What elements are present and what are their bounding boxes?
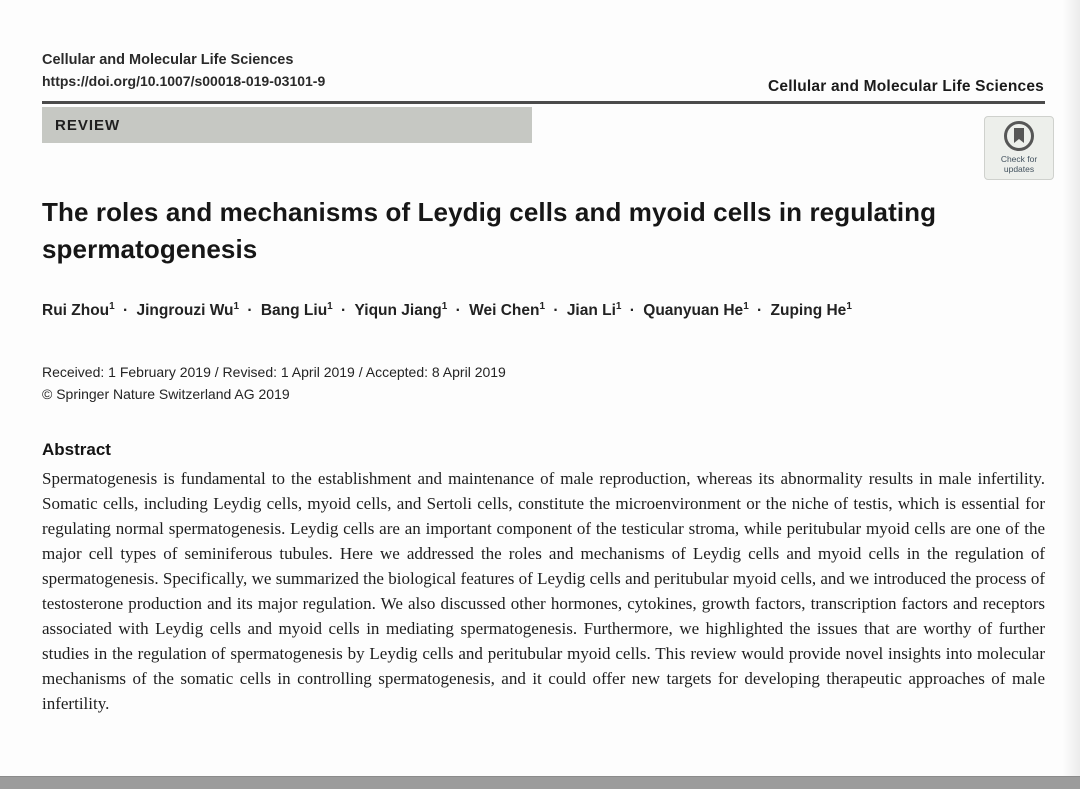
article-type-label: REVIEW bbox=[55, 116, 121, 134]
article-title: The roles and mechanisms of Leydig cells and myoid cells in regulating spermatogenesis bbox=[42, 197, 937, 264]
article-type-banner bbox=[42, 107, 532, 143]
author-separator: · bbox=[336, 302, 351, 320]
author-separator: · bbox=[752, 302, 767, 320]
author-name: Jingrouzi Wu bbox=[136, 302, 234, 320]
window-bottom-edge bbox=[0, 776, 1080, 789]
check-for-updates-label: Check for updates bbox=[1000, 154, 1038, 174]
author-affiliation-marker: 1 bbox=[846, 301, 852, 312]
author-separator: · bbox=[118, 302, 133, 320]
abstract-text: Spermatogenesis is fundamental to the establishment and maintenance of male reproduction, whereas its abnormality results in male infertility. Somatic cells, including Leydig cells, myoid cells, and Sertoli cells, constitute the microenvironment or the niche of testis, which is essential for regulating normal spermatogenesis. Leydig cells are an important component of the testicular stroma, while peritubular myoid cells are one of the major cell types of seminiferous tubules. Here we addressed the roles and mechanisms of Leydig cells and myoid cells in the regulation of spermatogenesis. Specifically, we summarized the biological features of Leydig cells and peritubular myoid cells, and we introduced the process of testosterone production and its major regulation. We also discussed other hormones, cytokines, growth factors, transcription factors and receptors associated with Leydig cells and myoid cells in mediating spermatogenesis. Furthermore, we highlighted the issues that are worthy of further studies in the regulation of spermatogenesis by Leydig cells and peritubular myoid cells. This review would provide novel insights into molecular mechanisms of the somatic cells in controlling spermatogenesis, and it could offer new targets for developing therapeutic approaches of male infertility. bbox=[42, 469, 1045, 713]
abstract-heading: Abstract bbox=[42, 440, 111, 459]
header-left bbox=[42, 50, 325, 92]
author-affiliation-marker: 1 bbox=[233, 301, 240, 312]
author-name: Jian Li bbox=[566, 302, 616, 320]
author-list bbox=[42, 301, 1045, 320]
author-separator: · bbox=[549, 302, 563, 320]
doi-link[interactable]: https://doi.org/10.1007/s00018-019-03101-9 bbox=[42, 73, 326, 89]
author-affiliation-marker: 1 bbox=[327, 301, 333, 312]
crossmark-circle bbox=[1004, 121, 1034, 151]
page-edge-shadow bbox=[1062, 0, 1080, 789]
journal-name-right: Cellular and Molecular Life Sciences bbox=[768, 78, 1044, 95]
header-rule bbox=[42, 101, 1045, 104]
journal-name-left: Cellular and Molecular Life Sciences bbox=[42, 52, 294, 68]
author-affiliation-marker: 1 bbox=[615, 301, 622, 312]
author-name: Quanyuan He bbox=[643, 302, 744, 320]
author-affiliation-marker: 1 bbox=[539, 301, 546, 312]
copyright-line: © Springer Nature Switzerland AG 2019 bbox=[42, 386, 290, 402]
author-affiliation-marker: 1 bbox=[109, 301, 115, 312]
received-dates: Received: 1 February 2019 / Revised: 1 April 2019 / Accepted: 8 April 2019 bbox=[42, 364, 506, 380]
author-name: Zuping He bbox=[770, 302, 847, 320]
author-name: Bang Liu bbox=[260, 302, 328, 320]
check-for-updates-badge[interactable] bbox=[984, 116, 1054, 180]
author-separator: · bbox=[243, 302, 257, 320]
bookmark-icon bbox=[1012, 128, 1026, 144]
author-name: Wei Chen bbox=[469, 302, 540, 320]
author-separator: · bbox=[625, 302, 640, 320]
author-name: Rui Zhou bbox=[42, 302, 110, 320]
author-name: Yiqun Jiang bbox=[354, 302, 442, 320]
author-affiliation-marker: 1 bbox=[743, 301, 749, 312]
author-separator: · bbox=[451, 302, 466, 320]
author-affiliation-marker: 1 bbox=[441, 301, 448, 312]
